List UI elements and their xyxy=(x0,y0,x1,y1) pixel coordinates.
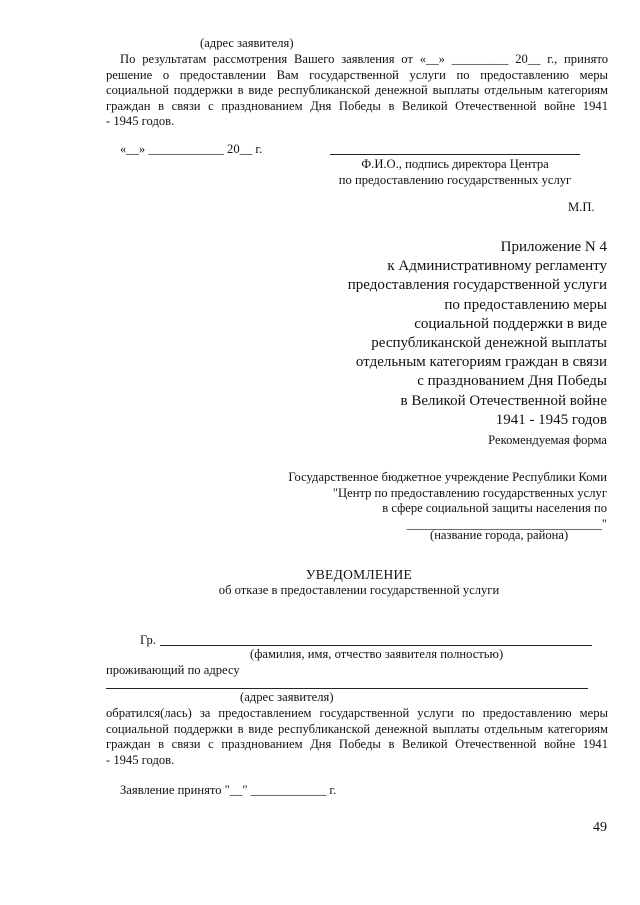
organization-line: в сфере социальной защиты населения по xyxy=(382,501,607,516)
residing-label: проживающий по адресу xyxy=(106,663,240,677)
organization-line: Государственное бюджетное учреждение Республики Коми xyxy=(288,470,607,484)
applicant-address-caption: (адрес заявителя) xyxy=(240,690,334,704)
signature-caption xyxy=(330,156,580,188)
citizen-name-line xyxy=(160,645,592,646)
appendix-line: отдельным категориям граждан в связи xyxy=(355,354,607,371)
appendix-line: Приложение N 4 xyxy=(500,239,607,255)
signature-caption-line: Ф.И.О., подпись директора Центра xyxy=(361,157,549,171)
signature-caption-line: по предоставлению государственных услуг xyxy=(338,173,572,187)
city-district-caption: (название города, района) xyxy=(430,528,569,542)
appendix-heading xyxy=(247,238,607,430)
applied-paragraph xyxy=(106,706,608,768)
organization-line: _______________________________" xyxy=(406,516,607,531)
appendix-line: социальной поддержки в виде xyxy=(414,315,607,332)
citizen-name-caption: (фамилия, имя, отчество заявителя полностью) xyxy=(250,647,504,661)
citizen-address-line xyxy=(106,688,588,689)
appendix-line: 1941 - 1945 годов xyxy=(495,411,607,428)
citizen-prefix: Гр. xyxy=(140,633,156,647)
paragraph-line: По результатам рассмотрения Вашего заявления от «__» _________ 20__ г., принято xyxy=(120,52,608,66)
paragraph-line: граждан в связи с празднованием Дня Победы в Великой Отечественной войне 1941 xyxy=(106,98,608,113)
recommended-form-note: Рекомендуемая форма xyxy=(488,433,607,447)
signature-line xyxy=(330,154,580,155)
paragraph-line: граждан в связи с празднованием Дня Победы в Великой Отечественной войне 1941 xyxy=(106,737,608,752)
paragraph-line: обратился(лась) за предоставлением государственной услуги по предоставлению меры xyxy=(106,706,608,720)
paragraph-line: решение о предоставлении Вам государственной услуги по предоставлению меры xyxy=(106,67,608,82)
decision-date-line: «__» ____________ 20__ г. xyxy=(120,142,263,156)
appendix-line: в Великой Отечественной войне xyxy=(400,392,607,409)
appendix-line: к Административному регламенту xyxy=(387,258,607,275)
paragraph-line: социальной поддержки в виде республиканской денежной выплаты отдельным категориям xyxy=(106,83,608,98)
organization-heading xyxy=(187,470,607,532)
appendix-line: республиканской денежной выплаты xyxy=(371,335,607,352)
stamp-placeholder: М.П. xyxy=(568,200,595,214)
result-paragraph xyxy=(106,52,608,130)
applicant-address-caption-top: (адрес заявителя) xyxy=(200,36,294,50)
page-number: 49 xyxy=(593,820,607,835)
appendix-line: по предоставлению меры xyxy=(444,296,607,313)
appendix-line: предоставления государственной услуги xyxy=(347,277,607,294)
paragraph-line: - 1945 годов. xyxy=(106,114,175,129)
paragraph-line: - 1945 годов. xyxy=(106,752,175,767)
application-accepted-line: Заявление принято "__" ____________ г. xyxy=(120,783,337,797)
organization-line: "Центр по предоставлению государственных услуг xyxy=(332,485,607,500)
paragraph-line: социальной поддержки в виде республиканской денежной выплаты отдельным категориям xyxy=(106,721,608,736)
appendix-line: с празднованием Дня Победы xyxy=(417,373,607,390)
notice-title: УВЕДОМЛЕНИЕ xyxy=(305,567,413,582)
notice-subtitle: об отказе в предоставлении государственной услуги xyxy=(218,583,500,597)
